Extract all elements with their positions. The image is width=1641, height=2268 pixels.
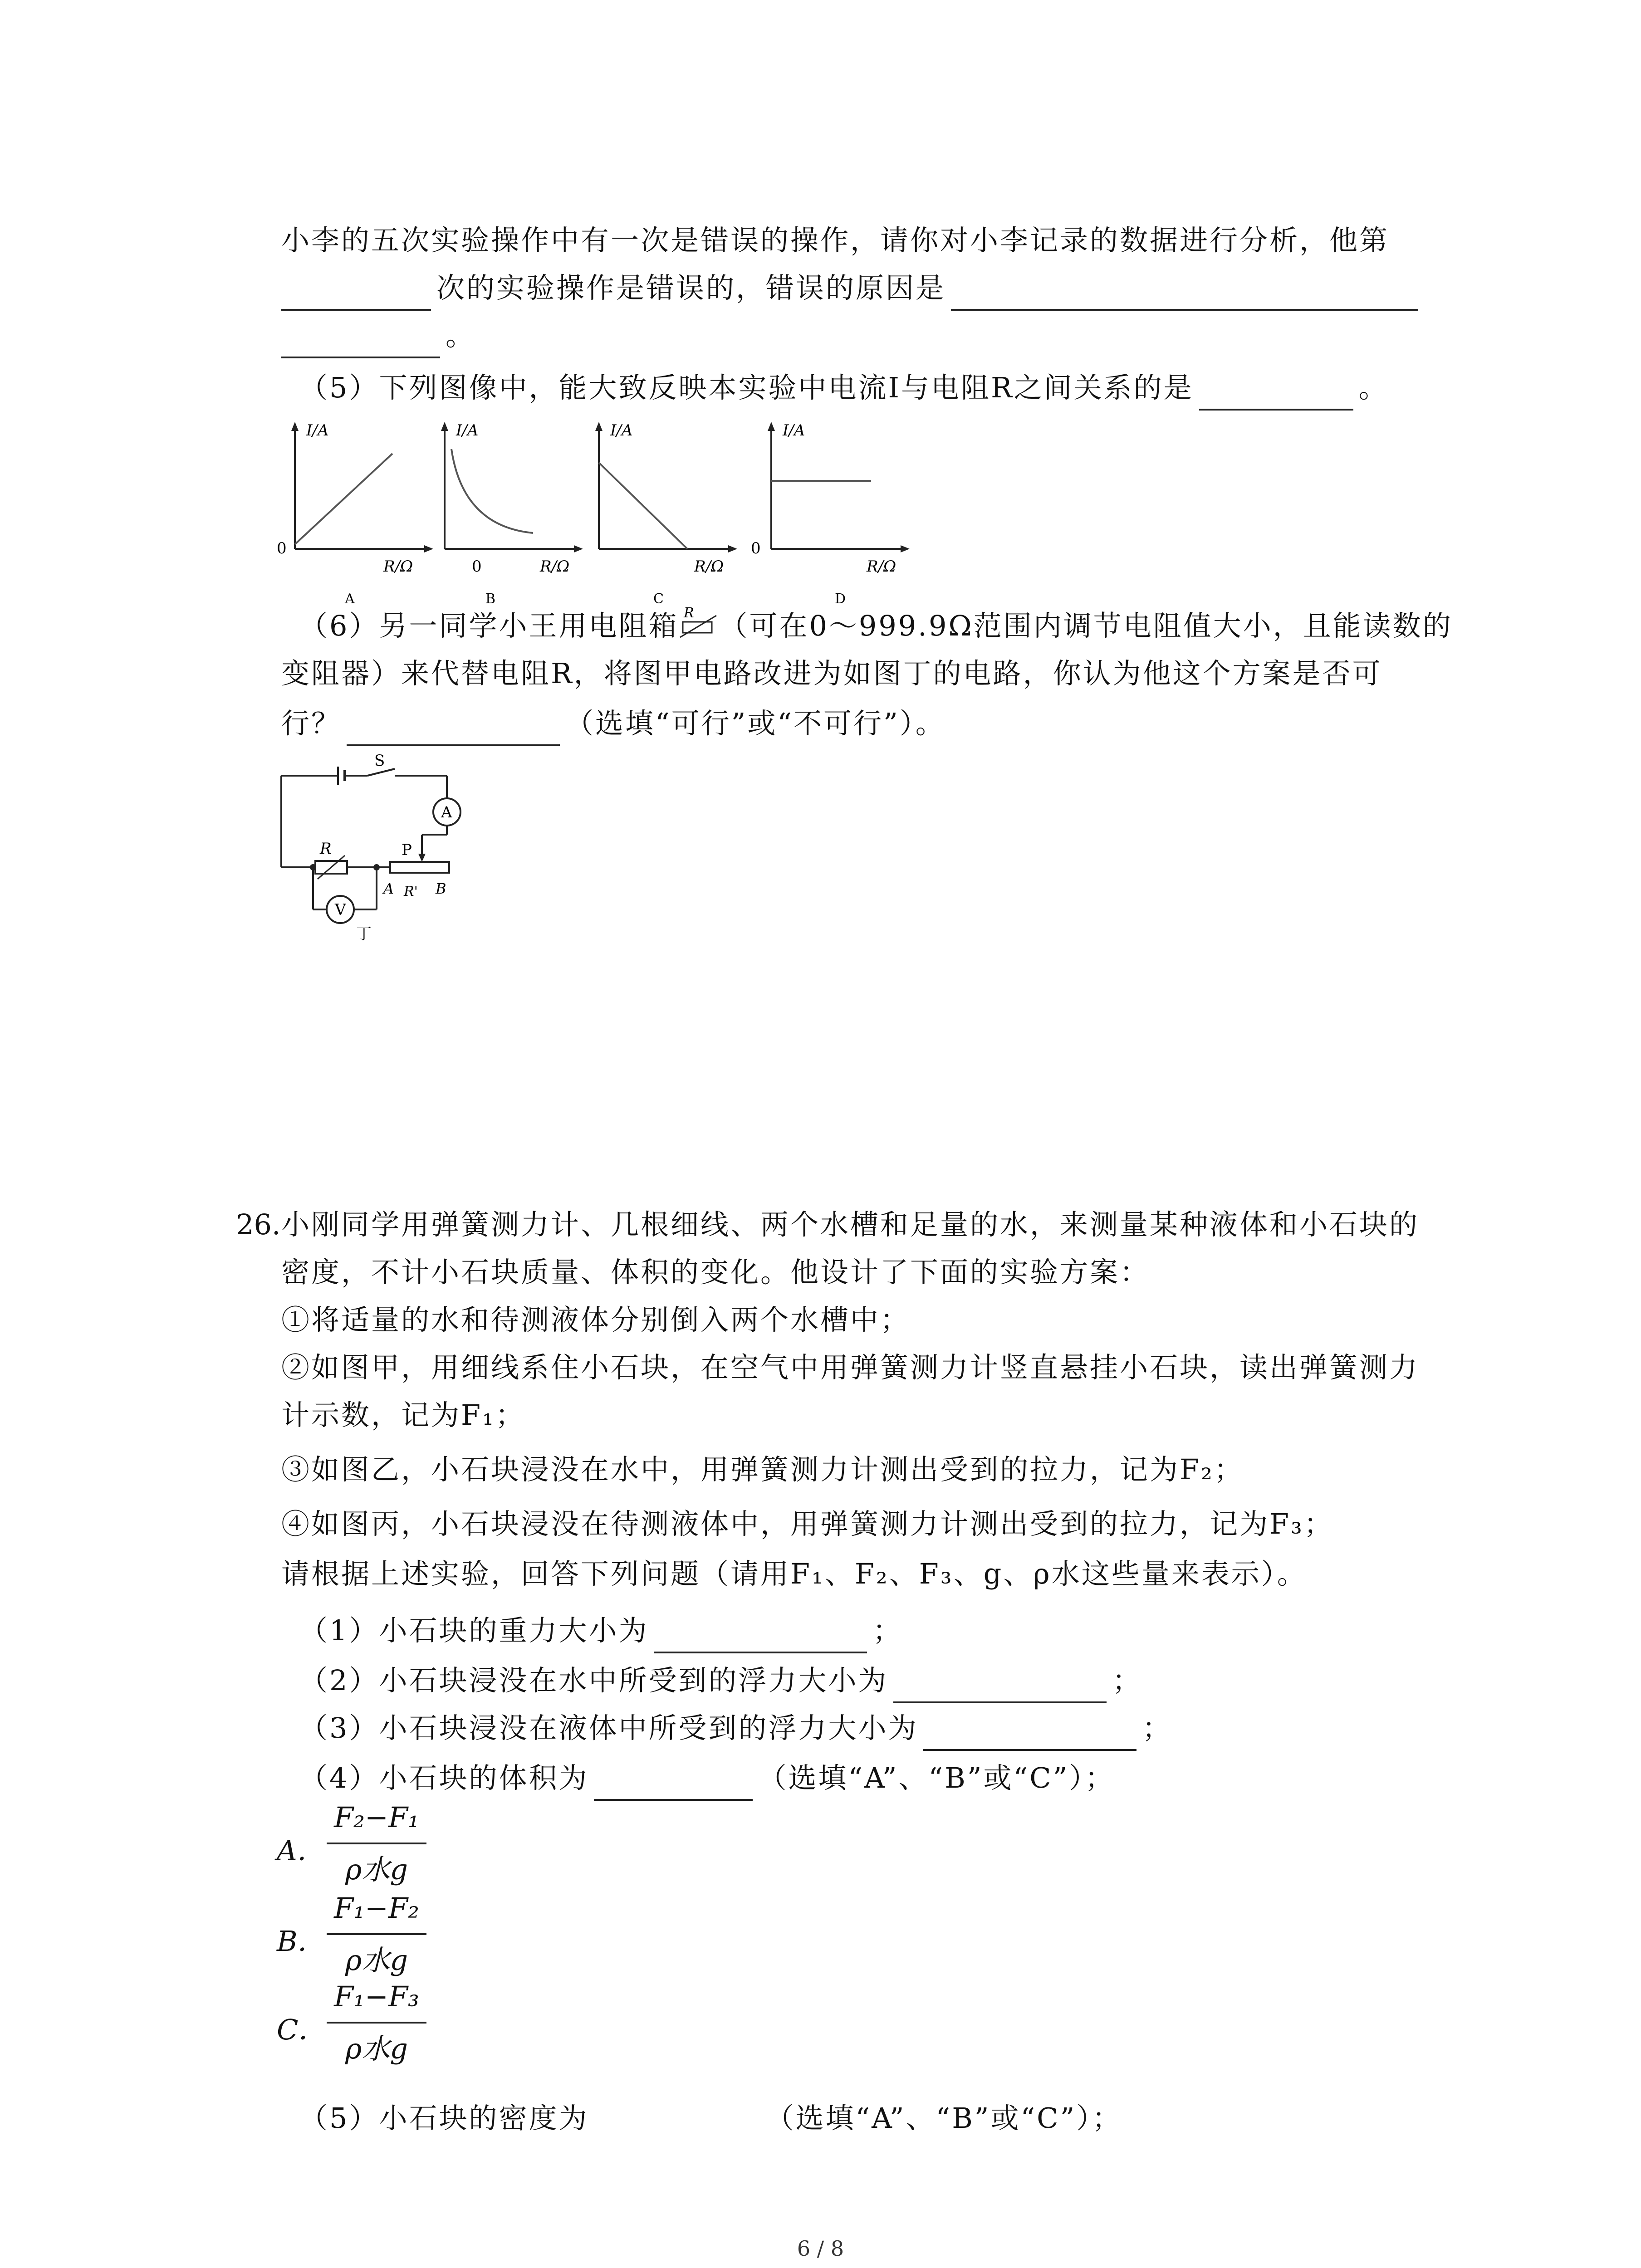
answer-blank-trial[interactable]: [281, 277, 431, 311]
q26-step-2a: ②如图甲，用细线系住小石块，在空气中用弹簧测力计竖直悬挂小石块，读出弹簧测力: [281, 1351, 1420, 1384]
answer-blank-weight[interactable]: [654, 1620, 867, 1653]
circuit-diagram: [272, 753, 485, 943]
resistance-box-icon: [678, 606, 719, 638]
question-number-26: 26.: [236, 1208, 281, 1241]
q26-part-5: （5）小石块的密度为 （选填“A”、“B”或“C”）；: [299, 2102, 1122, 2135]
origin-label: 0: [751, 539, 761, 557]
x-axis-label: R/Ω: [540, 557, 570, 576]
graph-b: [431, 422, 594, 612]
y-axis-label: I/A: [456, 422, 479, 440]
graph-label-d: D: [835, 591, 846, 607]
graph-label-c: C: [653, 591, 664, 607]
graph-label-a: A: [345, 591, 355, 607]
q26-line-1: 小刚同学用弹簧测力计、几根细线、两个水槽和足量的水，来测量某种液体和小石块的: [281, 1208, 1420, 1241]
y-axis-label: I/A: [783, 422, 805, 440]
q25-part-6-line-1: （6）另一同学小王用电阻箱 R （可在0～999.9Ω范围内调节电阻值大小，且能读数的: [299, 603, 1453, 649]
graph-a: [272, 422, 436, 612]
svg-text:P: P: [402, 841, 412, 859]
answer-blank-volume[interactable]: [594, 1767, 753, 1801]
x-axis-label: R/Ω: [383, 557, 413, 576]
q26-line-2: 密度，不计小石块质量、体积的变化。他设计了下面的实验方案：: [281, 1256, 1150, 1289]
svg-text:V: V: [335, 901, 346, 919]
y-axis-label: I/A: [306, 422, 329, 440]
q25-line-2: 次的实验操作是错误的，错误的原因是: [281, 265, 1424, 311]
answer-blank-graph[interactable]: [1199, 377, 1353, 411]
q25-part-6-line-3: 行？ （选填“可行”或“不可行”）。: [281, 701, 945, 746]
graph-d: [744, 422, 926, 612]
q26-step-2b: 计示数，记为F₁；: [281, 1398, 525, 1432]
q25-line-3: 。: [281, 313, 475, 358]
option-a-label: A．: [277, 1834, 325, 1867]
option-b-label: B．: [277, 1925, 326, 1958]
q25-part-6-line-2: 变阻器）来代替电阻R，将图甲电路改进为如图丁的电路，你认为他这个方案是否可: [281, 657, 1382, 690]
answer-blank-reason[interactable]: [951, 277, 1418, 311]
graph-c: [585, 422, 749, 612]
q26-part-4: （4）小石块的体积为 （选填“A”、“B”或“C”）；: [299, 1755, 1115, 1801]
q26-step-4: ④如图丙，小石块浸没在待测液体中，用弹簧测力计测出受到的拉力，记为F₃；: [281, 1507, 1334, 1540]
svg-text:A: A: [441, 803, 452, 821]
svg-text:B: B: [436, 880, 446, 897]
graph-label-b: B: [485, 591, 496, 607]
x-axis-label: R/Ω: [867, 557, 896, 576]
page-number: 6 / 8: [797, 2236, 844, 2261]
answer-blank-feasible[interactable]: [347, 713, 560, 746]
origin-label: 0: [472, 557, 482, 576]
rheostat-icon: [390, 862, 449, 873]
figure-caption: 丁: [356, 925, 372, 943]
svg-text:R: R: [684, 606, 696, 621]
svg-text:A: A: [383, 880, 394, 897]
svg-text:R: R: [320, 840, 332, 858]
svg-text:R': R': [404, 884, 418, 899]
answer-blank-buoyancy-liquid[interactable]: [923, 1717, 1136, 1751]
q25-part-5: （5）下列图像中，能大致反映本实验中电流I与电阻R之间关系的是 。: [299, 365, 1389, 411]
q26-part-2: （2）小石块浸没在水中所受到的浮力大小为 ；: [299, 1658, 1142, 1703]
svg-text:S: S: [374, 753, 385, 770]
x-axis-label: R/Ω: [694, 557, 724, 576]
document-page: 小李的五次实验操作中有一次是错误的操作，请你对小李记录的数据进行分析，他第 次的实验操作是错误的，错误的原因是 。 （5）下列图像中，能大致反映本实验中电流I与电阻R之间关系的是 。 I/A 0 R/Ω A I/A 0 R/Ω B I/A R/Ω C I/A 0 R/Ω D （6）另一同学小王用电阻箱 R （可在0～999.9Ω范围内调节电阻值大小，且能读数的 变阻器）来代替电阻R，将图甲电路改进为如图丁的电路，你认为他这个方案是否可 行？ （选填“可行”或“不可行”）。 S A P R A R' B V 丁 26. 小刚同学用弹簧测力计、几根细线、两个水槽和足量的水，来测量某种液体和小石块的 密度，不计小石块质量、体积的变化。他设计了下面的实验方案： ①将适量的水和待测液体分别倒入两个水槽中； ②如图甲，用细线系住小石块，在空气中用弹簧测力计竖直悬挂小石块，读出弹簧测力 计示数，记为F₁； ③如图乙，小石块浸没在水中，用弹簧测力计测出受到的拉力，记为F₂； ④如图丙，小石块浸没在待测液体中，用弹簧测力计测出受到的拉力，记为F₃； 请根据上述实验，回答下列问题（请用F₁、F₂、F₃、g、ρ水这些量来表示）。 （1）小石块的重力大小为 ； （2）小石块浸没在水中所受到的浮力大小为 ； （3）小石块浸没在液体中所受到的浮力大小为 ； （4）小石块的体积为 （选填“A”、“B”或“C”）； A． F₂−F₁ ρ水g B． F₁−F₂ ρ水g C． F₁−F₃ ρ水g （5）小石块的密度为 （选填“A”、“B”或“C”）； 6 / 8: [0, 0, 1641, 2268]
y-axis-label: I/A: [610, 422, 633, 440]
answer-blank-buoyancy-water[interactable]: [893, 1670, 1107, 1703]
q26-step-3: ③如图乙，小石块浸没在水中，用弹簧测力计测出受到的拉力，记为F₂；: [281, 1453, 1244, 1486]
option-c-label: C．: [277, 2013, 327, 2046]
q26-step-1: ①将适量的水和待测液体分别倒入两个水槽中；: [281, 1303, 911, 1336]
answer-blank-reason-cont[interactable]: [281, 325, 440, 358]
q26-part-3: （3）小石块浸没在液体中所受到的浮力大小为 ；: [299, 1706, 1172, 1751]
q26-instruction: 请根据上述实验，回答下列问题（请用F₁、F₂、F₃、g、ρ水这些量来表示）。: [281, 1557, 1307, 1590]
origin-label: 0: [277, 539, 287, 557]
q26-part-1: （1）小石块的重力大小为 ；: [299, 1608, 902, 1653]
q25-line-1: 小李的五次实验操作中有一次是错误的操作，请你对小李记录的数据进行分析，他第: [281, 224, 1390, 257]
switch-icon: [367, 769, 395, 776]
